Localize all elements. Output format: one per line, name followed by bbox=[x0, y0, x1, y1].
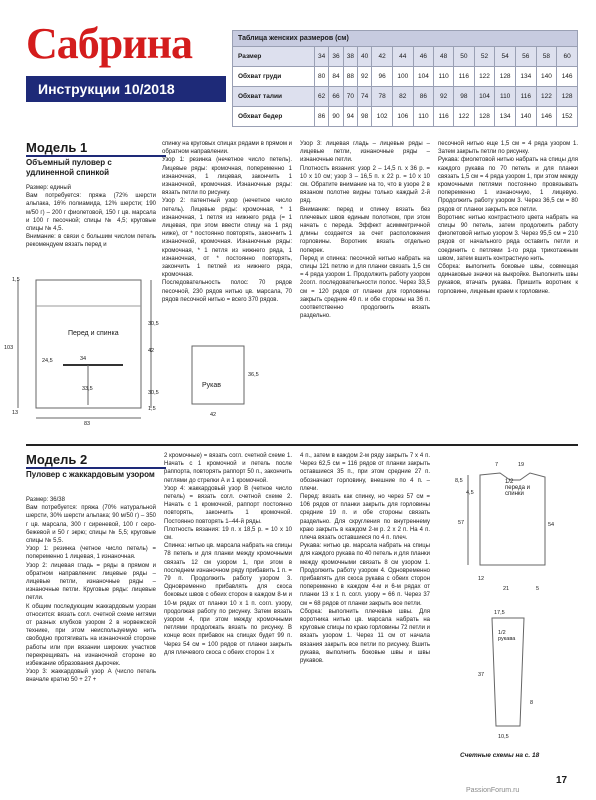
dim-label: 30,5 bbox=[148, 390, 159, 396]
model1-col4: песочной нитью еще 1,5 см = 4 ряда узором 1. Затем закрыть петли по рисунку. Рукава: фиолетовой нитью набрать на спицы для каждого рукава по 70 петель и для планки связать 1,5 см = 4 ряда узором 1, при этом между кромочными петлями постоянно провязывать попеременно 1 изнаночную, 1 лицевую. Продолжить работу узором 3. Через 36,5 см = 80 рядов от планки закрыть все петли. Воротник: нитью контрастного цвета набрать на спицы 90 петель, затем продолжить работу фиолетовой нитью узором 3. Через 95,5 см = 210 рядов от начального ряда оставить петли и соединить с петлями 1-го ряда трикотажным швом, затем вшить контрастную нить. Сборка: выполнить боковые швы, совмещая одинаковые значки на выкройке. Выполнить швы рукавов, втачать рукава. Пришить воротник к горловине, лицевым краем к горловине. bbox=[438, 141, 578, 295]
model2-col3: 4 п., затем в каждом 2-м ряду закрыть 7 х 4 п. Через 62,5 см = 116 рядов от планки закрыть оставшиеся 35 п., при этом средние 27 п. обозначают горловину, внешние по 4 п. – плечи. Перед: вязать как спинку, но через 57 см = 106 рядов от планки закрыть для горловины средние 19 п. и обе стороны связать раздельно. Для скругления по внутреннему краю закрыть в каждом 2-м р. 2 х 2 п. На 4 п. плеча вязать оставшиеся по 4 п. плеч. Рукава: нитью цв. марсала набрать на спицы для каждого рукава по 40 петель и для планки между кромочными связать 8 см узором 1. Продолжить работу узором 4. Одновременно прибавлять для скоса рукава с обеих сторон попеременно в каждом 4-м и 6-м рядах от планки 13 х 1 п. согл. узору = 66 п. Через 37 см = 68 рядов от планки закрыть все петли. Сборка: выполнить плечевые швы. Для воротника нитью цв. марсала набрать на круговые спицы по краю горловины 72 петли и вязать узором 1. Через 11 см от начала вязания закрыть все петли по рисунку. Вшить рукава, выполнить боковые швы и швы рукавов. bbox=[300, 453, 430, 665]
size-cell: 98 bbox=[454, 87, 475, 107]
size-cell: 94 bbox=[343, 107, 357, 127]
dim-label: 30,5 bbox=[148, 321, 159, 327]
dim-label: 57 bbox=[458, 520, 465, 526]
size-cell: 140 bbox=[536, 67, 557, 87]
size-cell: 116 bbox=[454, 67, 475, 87]
size-cell: 36 bbox=[329, 47, 343, 67]
size-cell: 128 bbox=[474, 107, 495, 127]
size-cell: 70 bbox=[343, 87, 357, 107]
size-cell: 110 bbox=[434, 67, 454, 87]
size-cell: 74 bbox=[357, 87, 371, 107]
dim-label: 34 bbox=[80, 356, 87, 362]
size-cell: 66 bbox=[329, 87, 343, 107]
model2-col1: Размер: 36/38 Вам потребуется: пряжа (70% натуральной шерсти, 30% шерсти альпака; 90 м/50 г) – 350 г цв. марсала, 300 г сиреневой, 100 г серо-бежевой и 50 г экрю; спицы № 5,5; круговые спицы № 5,5. Узор 1: резинка (четное число петель) = попеременно 1 лицевая, 1 изнаночная. Узор 2: лицевая гладь = ряды в прямом и обратном направлении: лицевые ряды – лицевые петли, изнаночные ряды – изнаночные петли. Круговые ряды: лицевые петли. К общим последующим жаккардовым узорам относится: вязать согл. счетной схеме нитями от разных клубков узором 2 в норвежской технике, при этом неиспользуемую нить свободно протягивать на изнаночной стороне работы или при вязании широких участков перекрещивать на изнаночной стороне во избежание образования дырочек. Узор 3: жаккардовый узор А (число петель вначале кратно 50 + 27 + bbox=[26, 497, 156, 684]
sleeve-schematic-1 bbox=[186, 340, 266, 420]
model1-col3: Узор 3: лицевая гладь – лицевые ряды – лицевые петли, изнаночные ряды – изнаночные петли. Плотность вязания: узор 2 – 14,5 п. х 36 р. = 10 х 10 см; узор 3 – 16,5 п. х 22 р. = 10 х 10 см. Обратите внимание на то, что в узоре 2 в вязаном полотне видны только каждый 2-й ряд. Внимание: перед и спинку вязать без плечевых швов единым полотном, при этом начать с переда. Эффект асимметричной длины создается за счет расположения горловины. Воротник вязать отдельно поперек. Перед и спинка: песочной нитью набрать на спицы 121 петлю и для планки связать 1,5 см = 4 ряда узором 1. Продолжить работу узором 2согл. последовательности полос. Через 33,5 см = 120 рядов от планки для горловины закрыть средние 49 п. и обе стороны на 36 п. соответственно продолжить вязать раздельно. bbox=[300, 141, 430, 320]
size-row-label: Обхват бедер bbox=[233, 107, 315, 127]
half-sleeve-label: 1/2 рукава bbox=[498, 630, 516, 642]
size-cell: 50 bbox=[454, 47, 475, 67]
size-cell: 134 bbox=[515, 67, 536, 87]
size-cell: 146 bbox=[557, 67, 578, 87]
instructions-banner: Инструкции 10/2018 bbox=[26, 76, 226, 102]
model1-col2: спинку на круговых спицах рядами в прямом и обратном направлении. Узор 1: резинка (нечетное число петель). Лицевые ряды: кромочная, попеременно 1 изнаночная, 1 лицевая, закончить 1 изнаночной, кромочная. Изнаночные ряды: вязать петли по рисунку. Узор 2: патентный узор (нечетное число петель). Лицевые ряды: кромочная, * 1 изнаночная, 1 петля из нижнего ряда (= 1 лицевая, при этом ввести спицу на 1 ряд ниже), от * постоянно повторять, закончить 1 изнаночной, кромочная. Изнаночные ряды: кромочная, * 1 петля из нижнего ряда, 1 изнаночная, от * постоянно повторять, закончить 1 петлей из нижнего ряда, кромочная. Последовательность полос: 70 рядов песочной, 230 рядов нитью цв. марсала, 70 рядов песочной нитью = всего 370 рядов. bbox=[162, 141, 292, 303]
size-cell: 96 bbox=[372, 67, 393, 87]
dim-label: 12 bbox=[478, 576, 485, 582]
size-cell: 116 bbox=[515, 87, 536, 107]
dim-label: 36,5 bbox=[248, 372, 259, 378]
size-cell: 40 bbox=[357, 47, 371, 67]
sleeve-schematic-2 bbox=[476, 606, 556, 746]
size-cell: 92 bbox=[434, 87, 454, 107]
dim-label: 17,5 bbox=[494, 610, 505, 616]
model1-col1: Размер: единый Вам потребуется: пряжа (72% шерсти альпака, 16% полиамида, 12% шерсти; 190 м/50 г) – 200 г фиолетовой, 150 г цв. марсала и 100 г песочной; спицы № 4,5; круговые спицы № 4,5. Внимание: в связи с большим числом петель рекомендуем вязать перед и bbox=[26, 185, 156, 249]
dim-label: 54 bbox=[548, 522, 555, 528]
size-table bbox=[232, 30, 578, 127]
model1-subtitle: Объемный пуловер с удлиненной спинкой bbox=[26, 158, 112, 177]
size-cell: 110 bbox=[413, 107, 434, 127]
section-divider bbox=[26, 444, 578, 446]
size-cell: 152 bbox=[557, 107, 578, 127]
model2-heading: Модель 2 bbox=[26, 452, 166, 469]
size-cell: 104 bbox=[413, 67, 434, 87]
dim-label: 10,5 bbox=[498, 734, 509, 740]
model1-schematic bbox=[8, 270, 168, 430]
model2-subtitle: Пуловер с жаккардовым узором bbox=[26, 470, 155, 479]
size-cell: 146 bbox=[536, 107, 557, 127]
size-cell: 60 bbox=[557, 47, 578, 67]
dim-label: 4,5 bbox=[466, 490, 474, 496]
size-cell: 52 bbox=[474, 47, 495, 67]
size-cell: 58 bbox=[536, 47, 557, 67]
dim-label: 1,5 bbox=[12, 277, 20, 283]
size-cell: 100 bbox=[392, 67, 413, 87]
size-row-label: Обхват талии bbox=[233, 87, 315, 107]
size-cell: 110 bbox=[495, 87, 516, 107]
page-number: 17 bbox=[556, 775, 568, 786]
size-cell: 54 bbox=[495, 47, 516, 67]
size-cell: 90 bbox=[329, 107, 343, 127]
dim-label: 19 bbox=[518, 462, 525, 468]
model1-heading: Модель 1 bbox=[26, 140, 166, 157]
front-back-label: Перед и спинка bbox=[68, 330, 119, 337]
size-cell: 98 bbox=[357, 107, 371, 127]
charts-note: Счетные схемы на с. 18 bbox=[460, 752, 540, 759]
dim-label: 7 bbox=[495, 462, 499, 468]
size-cell: 80 bbox=[315, 67, 329, 87]
size-cell: 116 bbox=[434, 107, 454, 127]
size-cell: 82 bbox=[392, 87, 413, 107]
site-watermark: PassionForum.ru bbox=[466, 787, 520, 794]
dim-label: 1,5 bbox=[148, 406, 156, 412]
size-cell: 78 bbox=[372, 87, 393, 107]
dim-label: 42 bbox=[148, 348, 155, 354]
dim-label: 24,5 bbox=[42, 358, 53, 364]
model2-col2: 2 кромочные) = вязать согл. счетной схеме 1. Начать с 1 кромочной и петель после раппорта, повторять раппорт 50 п., закончить петлями до стрелки А и 1 кромочной. Узор 4: жаккардовый узор В (четное число петель) = вязать согл. счетной схеме 2. Начать с 1 кромочной, раппорт постоянно повторять, закончить 1 кромочной. Постоянно повторять 1–44-й ряды. Плотность вязания: 19 п. х 18,5 р. = 10 х 10 см. Спинка: нитью цв. марсала набрать на спицы 78 петель и для планки между кромочными связать 12 см узором 1, при этом в последнем изнаночном ряду прибавить 1 п. = 79 п. Продолжить работу узором 3. Одновременно прибавлять для скоса боковых швов с обеих сторон в каждом 8-м и 10-м рядах от планки 10 х 1 п. согл. узору, продолжая работу по рисунку. Затем вязать узором 4, при этом между кромочными петлями продолжать вязать по рисунку. В конце всех прибавок на спицах будет 99 п. Через 54 см = 100 рядов от планки закрыть для плечевого скоса с обеих сторон 1 х bbox=[164, 453, 292, 656]
size-cell: 128 bbox=[495, 67, 516, 87]
size-row-label: Обхват груди bbox=[233, 67, 315, 87]
size-cell: 42 bbox=[372, 47, 393, 67]
size-cell: 44 bbox=[392, 47, 413, 67]
size-cell: 122 bbox=[536, 87, 557, 107]
size-cell: 104 bbox=[474, 87, 495, 107]
size-cell: 140 bbox=[515, 107, 536, 127]
size-cell: 122 bbox=[474, 67, 495, 87]
half-front-back-label: 1/2 переда и спинки bbox=[505, 479, 530, 497]
sleeve-label-1: Рукав bbox=[202, 382, 221, 389]
dim-label: 33,5 bbox=[82, 386, 93, 392]
size-cell: 34 bbox=[315, 47, 329, 67]
size-cell: 86 bbox=[315, 107, 329, 127]
size-cell: 38 bbox=[343, 47, 357, 67]
dim-label: 8 bbox=[530, 700, 534, 706]
size-table-caption: Таблица женских размеров (см) bbox=[233, 31, 578, 47]
size-cell: 106 bbox=[392, 107, 413, 127]
dim-label: 21 bbox=[503, 586, 510, 592]
size-cell: 134 bbox=[495, 107, 516, 127]
size-cell: 48 bbox=[434, 47, 454, 67]
size-cell: 92 bbox=[357, 67, 371, 87]
size-cell: 86 bbox=[413, 87, 434, 107]
size-cell: 102 bbox=[372, 107, 393, 127]
size-cell: 62 bbox=[315, 87, 329, 107]
size-cell: 84 bbox=[329, 67, 343, 87]
size-cell: 122 bbox=[454, 107, 475, 127]
size-row-label: Размер bbox=[233, 47, 315, 67]
dim-label: 42 bbox=[210, 412, 217, 418]
dim-label: 13 bbox=[12, 410, 19, 416]
size-cell: 56 bbox=[515, 47, 536, 67]
dim-label: 83 bbox=[84, 421, 91, 427]
dim-label: 103 bbox=[4, 345, 14, 351]
brand-logo: Сабрина bbox=[26, 19, 192, 68]
size-cell: 46 bbox=[413, 47, 434, 67]
dim-label: 37 bbox=[478, 672, 485, 678]
size-cell: 88 bbox=[343, 67, 357, 87]
dim-label: 5 bbox=[536, 586, 540, 592]
dim-label: 8,5 bbox=[455, 478, 463, 484]
size-cell: 128 bbox=[557, 87, 578, 107]
